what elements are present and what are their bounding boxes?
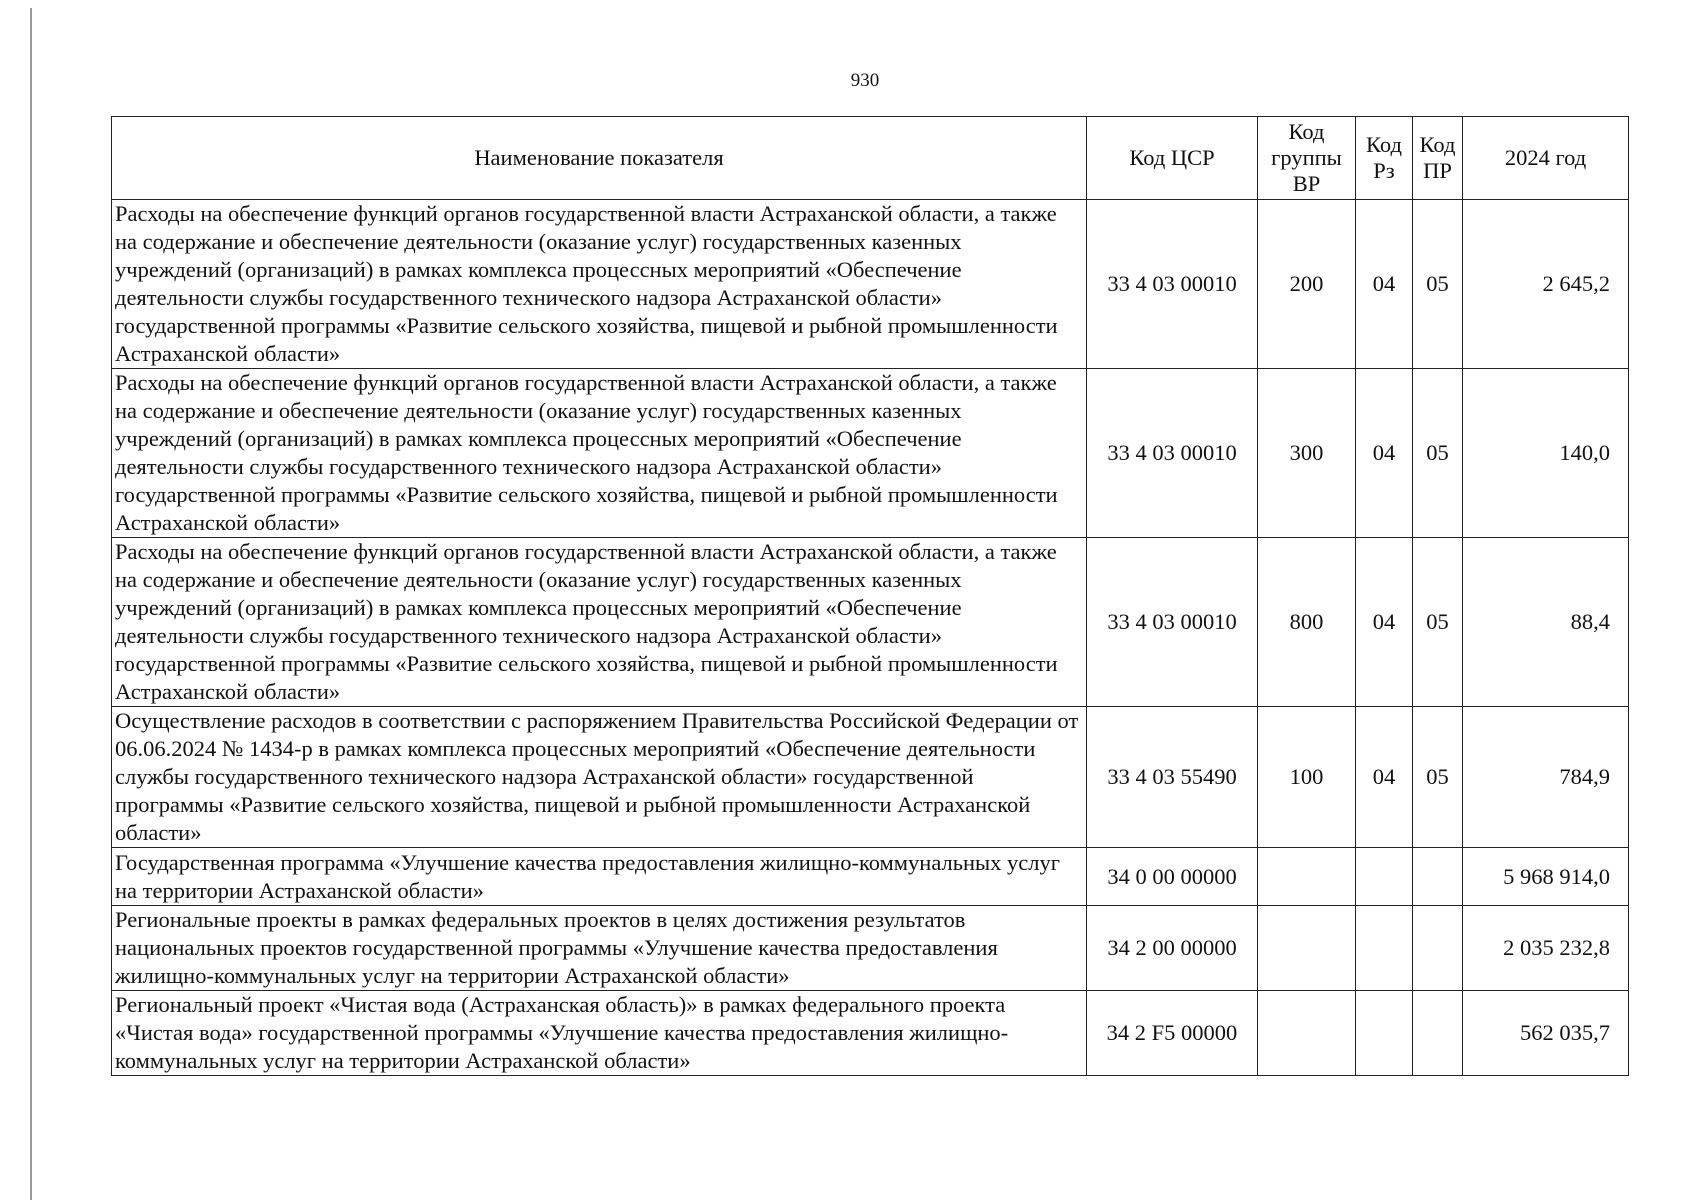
row-amount: 140,0 [1463, 369, 1629, 538]
row-rz-code: 04 [1356, 369, 1413, 538]
row-csr-code: 33 4 03 00010 [1087, 538, 1258, 707]
header-vr-code: Код группы ВР [1258, 117, 1356, 200]
row-rz-code [1356, 991, 1413, 1076]
row-vr-code: 800 [1258, 538, 1356, 707]
row-amount: 784,9 [1463, 707, 1629, 848]
row-rz-code: 04 [1356, 707, 1413, 848]
row-amount: 2 645,2 [1463, 200, 1629, 369]
row-name: Государственная программа «Улучшение качества предоставления жилищно-коммунальных услуг на территории Астраханской области» [112, 848, 1087, 906]
row-vr-code [1258, 906, 1356, 991]
row-rz-code: 04 [1356, 200, 1413, 369]
table-row [112, 707, 1629, 848]
row-csr-code: 33 4 03 00010 [1087, 369, 1258, 538]
row-csr-code: 34 2 00 00000 [1087, 906, 1258, 991]
table-row [112, 538, 1629, 707]
budget-table [111, 116, 1629, 1076]
row-name: Региональные проекты в рамках федеральных проектов в целях достижения результатов национальных проектов государственной программы «Улучшение качества предоставления жилищно-коммунальных услуг на территории Астраханской области» [112, 906, 1087, 991]
header-pr-code: Код ПР [1413, 117, 1463, 200]
row-rz-code: 04 [1356, 538, 1413, 707]
header-name: Наименование показателя [112, 117, 1087, 200]
row-pr-code: 05 [1413, 200, 1463, 369]
table-row [112, 369, 1629, 538]
row-amount: 2 035 232,8 [1463, 906, 1629, 991]
scan-edge-rule [30, 8, 32, 1200]
header-csr-code: Код ЦСР [1087, 117, 1258, 200]
row-vr-code: 100 [1258, 707, 1356, 848]
row-pr-code [1413, 906, 1463, 991]
row-name: Осуществление расходов в соответствии с распоряжением Правительства Российской Федерации от 06.06.2024 № 1434-р в рамках комплекса процессных мероприятий «Обеспечение деятельности службы государственного технического надзора Астраханской области» государственной программы «Развитие сельского хозяйства, пищевой и рыбной промышленности Астраханской области» [112, 707, 1087, 848]
row-pr-code: 05 [1413, 707, 1463, 848]
row-pr-code [1413, 991, 1463, 1076]
row-name: Расходы на обеспечение функций органов государственной власти Астраханской области, а также на содержание и обеспечение деятельности (оказание услуг) государственных казенных учреждений (организаций) в рамках комплекса процессных мероприятий «Обеспечение деятельности службы государственного технического надзора Астраханской области» государственной программы «Развитие сельского хозяйства, пищевой и рыбной промышленности Астраханской области» [112, 369, 1087, 538]
row-amount: 5 968 914,0 [1463, 848, 1629, 906]
row-amount: 88,4 [1463, 538, 1629, 707]
row-vr-code [1258, 848, 1356, 906]
row-name: Региональный проект «Чистая вода (Астраханская область)» в рамках федерального проекта «Чистая вода» государственной программы «Улучшение качества предоставления жилищно-коммунальных услуг на территории Астраханской области» [112, 991, 1087, 1076]
table-header-row [112, 117, 1629, 200]
row-amount: 562 035,7 [1463, 991, 1629, 1076]
header-year-2024: 2024 год [1463, 117, 1629, 200]
row-rz-code [1356, 906, 1413, 991]
table-row [112, 848, 1629, 906]
row-vr-code: 200 [1258, 200, 1356, 369]
table-row [112, 200, 1629, 369]
header-rz-code: Код Рз [1356, 117, 1413, 200]
row-csr-code: 33 4 03 55490 [1087, 707, 1258, 848]
row-pr-code: 05 [1413, 538, 1463, 707]
row-csr-code: 34 0 00 00000 [1087, 848, 1258, 906]
page-number: 930 [850, 70, 880, 91]
table-row [112, 906, 1629, 991]
row-rz-code [1356, 848, 1413, 906]
row-name: Расходы на обеспечение функций органов государственной власти Астраханской области, а также на содержание и обеспечение деятельности (оказание услуг) государственных казенных учреждений (организаций) в рамках комплекса процессных мероприятий «Обеспечение деятельности службы государственного технического надзора Астраханской области» государственной программы «Развитие сельского хозяйства, пищевой и рыбной промышленности Астраханской области» [112, 200, 1087, 369]
row-pr-code [1413, 848, 1463, 906]
row-pr-code: 05 [1413, 369, 1463, 538]
row-name: Расходы на обеспечение функций органов государственной власти Астраханской области, а также на содержание и обеспечение деятельности (оказание услуг) государственных казенных учреждений (организаций) в рамках комплекса процессных мероприятий «Обеспечение деятельности службы государственного технического надзора Астраханской области» государственной программы «Развитие сельского хозяйства, пищевой и рыбной промышленности Астраханской области» [112, 538, 1087, 707]
table-row [112, 991, 1629, 1076]
row-csr-code: 34 2 F5 00000 [1087, 991, 1258, 1076]
row-vr-code [1258, 991, 1356, 1076]
row-vr-code: 300 [1258, 369, 1356, 538]
row-csr-code: 33 4 03 00010 [1087, 200, 1258, 369]
